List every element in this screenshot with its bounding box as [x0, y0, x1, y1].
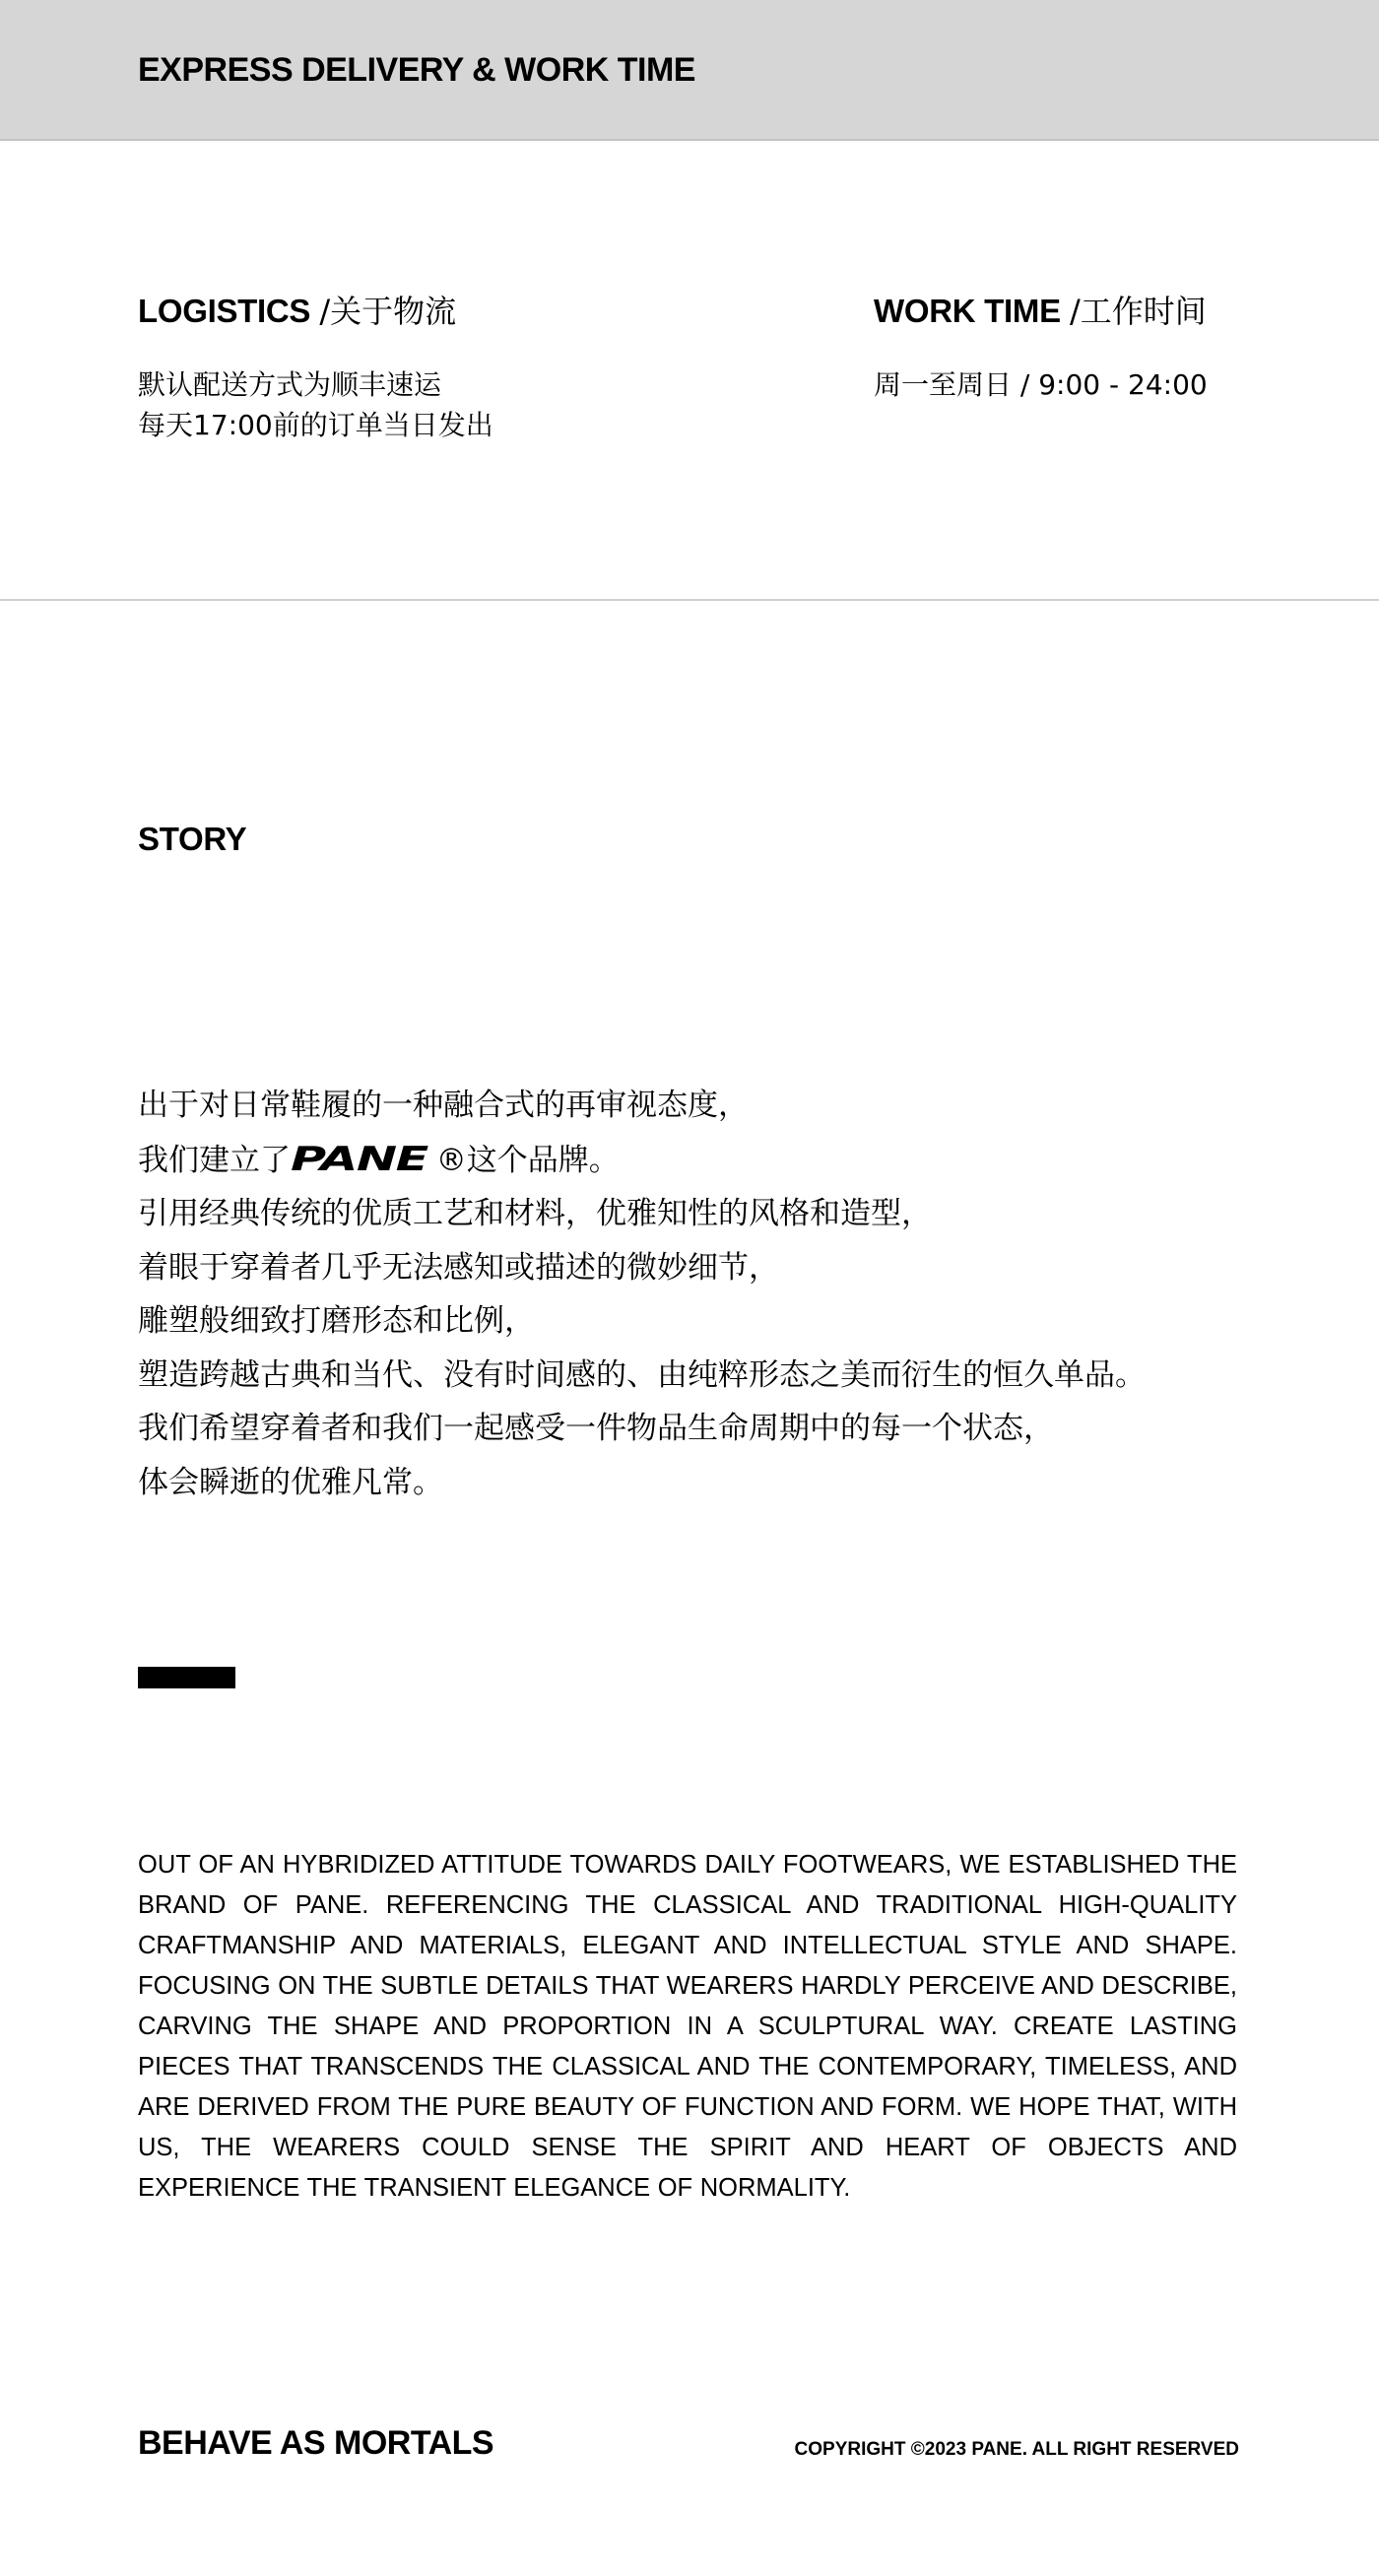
work-time-heading: [874, 288, 1208, 335]
footer-slogan: BEHAVE AS MORTALS: [138, 2424, 494, 2462]
story-chinese-text: [138, 1079, 1146, 1509]
story-english-text: OUT OF AN HYBRIDIZED ATTITUDE TOWARDS DAILY FOOTWEARS, WE ESTABLISHED THE BRAND OF PANE. REFERENCING THE CLASSICAL AND TRADITIONAL HIGH-QUALITY CRAFTMANSHIP AND MATERIALS, ELEGANT AND INTELLECTUAL STYLE AND SHAPE. FOCUSING ON THE SUBTLE DETAILS THAT WEARERS HARDLY PERCEIVE AND DESCRIBE, CARVING THE SHAPE AND PROPORTION IN A SCULPTURAL WAY. CREATE LASTING PIECES THAT TRANSCENDS THE CLASSICAL AND THE CONTEMPORARY, TIMELESS, AND ARE DERIVED FROM THE PURE BEAUTY OF FUNCTION AND FORM. WE HOPE THAT, WITH US, THE WEARERS COULD SENSE THE SPIRIT AND HEART OF OBJECTS AND EXPERIENCE THE TRANSIENT ELEGANCE OF NORMALITY.: [138, 1851, 1237, 2202]
logistics-lines: [138, 364, 493, 445]
logistics-title-en: LOGISTICS: [138, 293, 311, 329]
story-zh-line: 塑造跨越古典和当代、没有时间感的、由纯粹形态之美而衍生的恒久单品。: [138, 1356, 1146, 1393]
work-time-section: [874, 288, 1208, 405]
story-title: STORY: [138, 821, 247, 857]
logistics-line: 默认配送方式为顺丰速运: [138, 368, 442, 401]
section-divider: [0, 599, 1379, 601]
story-zh-line: 引用经典传统的优质工艺和材料，优雅知性的风格和造型，: [138, 1196, 932, 1231]
logistics-title-zh: /关于物流: [319, 293, 457, 330]
work-time-title-zh: /工作时间: [1069, 293, 1207, 330]
pane-logo: PANE: [291, 1139, 427, 1179]
work-time-lines: [874, 364, 1208, 405]
story-zh-brand-suffix: ®这个品牌。: [435, 1142, 620, 1178]
story-zh-line: 我们建立了: [138, 1142, 291, 1178]
story-zh-line: 出于对日常鞋履的一种融合式的再审视态度，: [138, 1088, 749, 1123]
logistics-heading: [138, 288, 493, 335]
work-time-line: 周一至周日 / 9:00 - 24:00: [874, 368, 1208, 401]
story-zh-line: 体会瞬逝的优雅凡常。: [138, 1464, 443, 1500]
logistics-line: 每天17:00前的订单当日发出: [138, 409, 493, 441]
story-zh-line: 我们希望穿着者和我们一起感受一件物品生命周期中的每一个状态，: [138, 1411, 1054, 1446]
footer-copyright: COPYRIGHT ©2023 PANE. ALL RIGHT RESERVED: [794, 2439, 1239, 2460]
header-bar: [0, 0, 1379, 141]
logistics-section: [138, 288, 493, 445]
header-title: EXPRESS DELIVERY & WORK TIME: [138, 51, 695, 89]
work-time-title-en: WORK TIME: [874, 293, 1061, 329]
story-zh-line-brand: [138, 1133, 1146, 1188]
story-zh-line: 着眼于穿着者几乎无法感知或描述的微妙细节，: [138, 1249, 779, 1286]
decorative-black-bar: [138, 1667, 235, 1688]
story-zh-line: 雕塑般细致打磨形态和比例，: [138, 1303, 535, 1339]
